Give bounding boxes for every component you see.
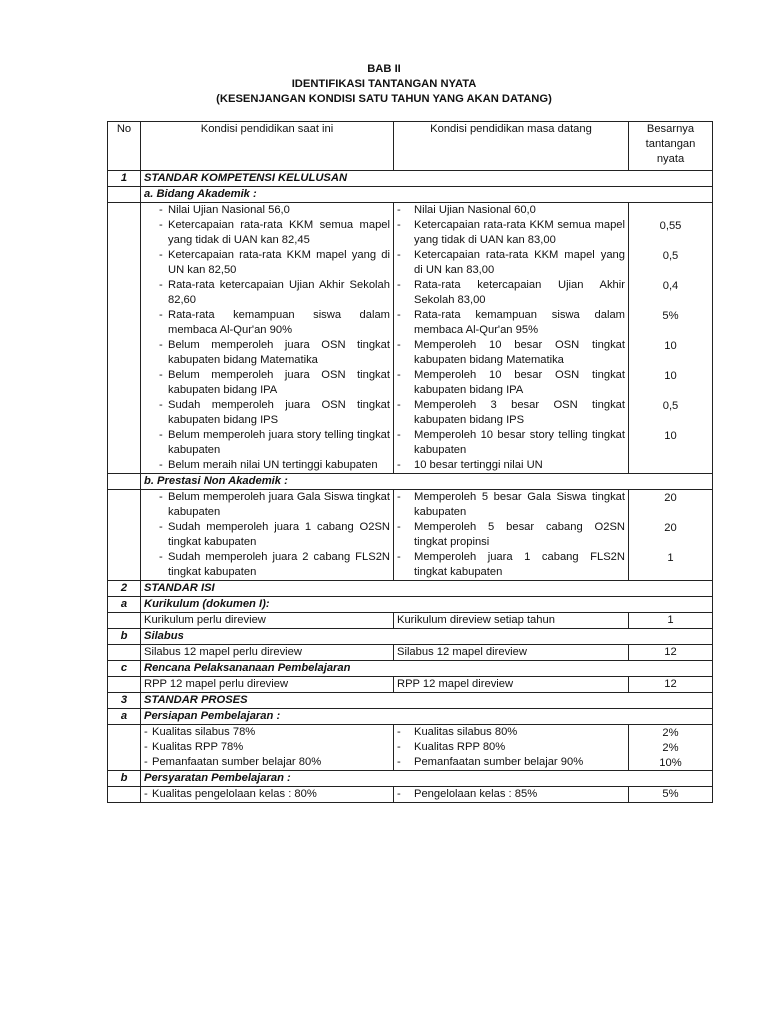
empty-cell	[108, 613, 141, 629]
list-item-text: Ketercapaian rata-rata KKM semua mapel yang tidak di UAN kan 82,45	[168, 219, 390, 246]
document-heading	[0, 62, 768, 107]
future-condition-cell	[394, 725, 629, 771]
current-condition-list	[144, 203, 390, 473]
list-item: - Belum memperoleh juara OSN tingkat kabupaten bidang IPA	[159, 369, 390, 396]
challenge-table	[107, 121, 713, 803]
list-item-text: Ketercapaian rata-rata KKM mapel yang di UN kan 83,00	[414, 249, 625, 276]
list-item: - Belum meraih nilai UN tertinggi kabupaten	[159, 459, 378, 471]
empty-cell	[108, 787, 141, 803]
gap-value: 0,5	[662, 249, 679, 262]
gap-value: 10	[664, 339, 677, 352]
subsection-title: Silabus	[141, 629, 713, 645]
current-condition: Kurikulum perlu direview	[141, 613, 394, 629]
table-row	[108, 677, 713, 693]
list-item-text: Sudah memperoleh juara OSN tingkat kabupaten bidang IPS	[168, 399, 390, 426]
subsection-row	[108, 474, 713, 490]
list-item: - Ketercapaian rata-rata KKM semua mapel yang tidak di UAN kan 83,00	[397, 219, 625, 246]
list-item: - Nilai Ujian Nasional 60,0	[397, 204, 536, 216]
list-item: - Memperoleh 5 besar Gala Siswa tingkat kabupaten	[397, 491, 625, 518]
list-item: - Memperoleh juara 1 cabang FLS2N tingkat kabupaten	[397, 551, 625, 578]
list-item: - Belum memperoleh juara Gala Siswa tingkat kabupaten	[159, 491, 390, 518]
empty-cell	[108, 677, 141, 693]
gap-value: 1	[629, 613, 713, 629]
subsection-row	[108, 629, 713, 645]
gap-value: 20	[664, 521, 677, 534]
list-item: - Kualitas pengelolaan kelas : 80%	[144, 788, 317, 800]
gap-value: 0,5	[662, 399, 679, 412]
gap-value: 10	[664, 369, 677, 382]
section-row	[108, 171, 713, 187]
list-item-text: Rata-rata kemampuan siswa dalam membaca Al-Qur'an 95%	[414, 309, 625, 336]
table-row	[108, 613, 713, 629]
table-row	[108, 787, 713, 803]
list-item: - Memperoleh 10 besar OSN tingkat kabupaten bidang IPA	[397, 369, 625, 396]
list-item: - Belum memperoleh juara OSN tingkat kabupaten bidang Matematika	[159, 339, 390, 366]
list-item: - Kualitas RPP 80%	[397, 741, 506, 753]
gap-values	[629, 725, 713, 771]
current-condition: RPP 12 mapel perlu direview	[141, 677, 394, 693]
subsection-title: Persyaratan Pembelajaran :	[141, 771, 713, 787]
future-condition: Kurikulum direview setiap tahun	[394, 613, 629, 629]
subsection-letter: c	[108, 661, 141, 677]
gap-value: 0,4	[662, 279, 679, 292]
list-item-text: Kualitas pengelolaan kelas : 80%	[152, 788, 317, 800]
list-item-text: Sudah memperoleh juara 1 cabang O2SN tingkat kabupaten	[168, 521, 390, 548]
list-item: - Rata-rata kemampuan siswa dalam membaca Al-Qur'an 90%	[159, 309, 390, 336]
subsection-row	[108, 187, 713, 203]
empty-cell	[108, 490, 141, 581]
subsection-title: Rencana Pelaksananaan Pembelajaran	[141, 661, 713, 677]
gap-values	[629, 203, 713, 474]
list-item-text: Ketercapaian rata-rata KKM semua mapel yang tidak di UAN kan 83,00	[414, 219, 625, 246]
header-gap: Besarnya tantangan nyata	[629, 122, 713, 171]
subsection-letter: a	[108, 597, 141, 613]
header-current: Kondisi pendidikan saat ini	[141, 122, 394, 171]
table-row	[108, 725, 713, 771]
list-item: - Rata-rata ketercapaian Ujian Akhir Sekolah 83,00	[397, 279, 625, 306]
list-item-text: Memperoleh 5 besar Gala Siswa tingkat kabupaten	[414, 491, 625, 518]
list-item: - Ketercapaian rata-rata KKM semua mapel yang tidak di UAN kan 82,45	[159, 219, 390, 246]
list-item: - Sudah memperoleh juara OSN tingkat kabupaten bidang IPS	[159, 399, 390, 426]
list-item-text: 10 besar tertinggi nilai UN	[414, 459, 543, 471]
list-item-text: Memperoleh 10 besar story telling tingkat kabupaten	[414, 429, 625, 456]
list-item: - Pemanfaatan sumber belajar 90%	[397, 756, 584, 768]
current-condition: Silabus 12 mapel perlu direview	[141, 645, 394, 661]
list-item: - Ketercapaian rata-rata KKM mapel yang di UN kan 82,50	[159, 249, 390, 276]
gap-value: 1	[667, 551, 674, 564]
list-item-text: Rata-rata kemampuan siswa dalam membaca Al-Qur'an 90%	[168, 309, 390, 336]
list-item: - Memperoleh 5 besar cabang O2SN tingkat propinsi	[397, 521, 625, 548]
list-item-text: Kualitas RPP 78%	[152, 741, 244, 753]
list-item-text: Kualitas RPP 80%	[414, 741, 506, 753]
gap-value: 2%	[662, 726, 679, 739]
list-item-text: Memperoleh 10 besar OSN tingkat kabupaten bidang IPA	[414, 369, 625, 396]
section-title: STANDAR KOMPETENSI KELULUSAN	[141, 171, 713, 187]
gap-values	[629, 490, 713, 581]
list-item: - Belum memperoleh juara story telling tingkat kabupaten	[159, 429, 390, 456]
gap-value: 10%	[659, 756, 682, 769]
list-item-text: Memperoleh 5 besar cabang O2SN tingkat propinsi	[414, 521, 625, 548]
future-condition-list	[397, 203, 625, 473]
gap-value: 12	[629, 645, 713, 661]
list-item-text: Pengelolaan kelas : 85%	[414, 788, 538, 800]
subsection-title: Kurikulum (dokumen I):	[141, 597, 713, 613]
list-item-text: Rata-rata ketercapaian Ujian Akhir Sekolah 83,00	[414, 279, 625, 306]
list-item-text: Kualitas silabus 78%	[152, 726, 256, 738]
list-item-text: Memperoleh juara 1 cabang FLS2N tingkat kabupaten	[414, 551, 625, 578]
current-condition-cell	[141, 787, 394, 803]
table-row	[108, 490, 713, 581]
gap-value: 5%	[629, 787, 713, 803]
empty-cell	[108, 203, 141, 474]
table-row	[108, 203, 713, 474]
empty-cell	[108, 645, 141, 661]
empty-cell	[108, 187, 141, 203]
gap-value: 12	[629, 677, 713, 693]
section-title: STANDAR ISI	[141, 581, 713, 597]
list-item: - 10 besar tertinggi nilai UN	[397, 459, 543, 471]
current-condition-list	[144, 787, 390, 802]
list-item: - Memperoleh 10 besar story telling tingkat kabupaten	[397, 429, 625, 456]
subsection-title: b. Prestasi Non Akademik :	[141, 474, 713, 490]
current-condition-cell	[141, 725, 394, 771]
empty-cell	[108, 725, 141, 771]
list-item: - Kualitas silabus 80%	[397, 726, 518, 738]
list-item: - Nilai Ujian Nasional 56,0	[159, 204, 290, 216]
list-item-text: Belum memperoleh juara Gala Siswa tingkat kabupaten	[168, 491, 390, 518]
list-item: - Kualitas silabus 78%	[144, 726, 256, 738]
future-condition-cell	[394, 490, 629, 581]
current-condition-cell	[141, 490, 394, 581]
current-condition-cell	[141, 203, 394, 474]
current-condition-list	[144, 490, 390, 580]
gap-value: 10	[664, 429, 677, 442]
list-item-text: Pemanfaatan sumber belajar 80%	[152, 756, 322, 768]
list-item: - Kualitas RPP 78%	[144, 741, 244, 753]
subsection-letter: b	[108, 771, 141, 787]
list-item-text: Pemanfaatan sumber belajar 90%	[414, 756, 584, 768]
subsection-row	[108, 597, 713, 613]
list-item-text: Memperoleh 10 besar OSN tingkat kabupaten bidang Matematika	[414, 339, 625, 366]
subsection-row	[108, 709, 713, 725]
list-item-text: Nilai Ujian Nasional 60,0	[414, 204, 536, 216]
list-item-text: Nilai Ujian Nasional 56,0	[168, 204, 290, 216]
gap-value: 2%	[662, 741, 679, 754]
list-item: - Memperoleh 3 besar OSN tingkat kabupaten bidang IPS	[397, 399, 625, 426]
header-no: No	[108, 122, 141, 171]
current-condition-list	[144, 725, 390, 770]
list-item: - Pemanfaatan sumber belajar 80%	[144, 756, 322, 768]
gap-value: 0,55	[659, 219, 682, 232]
section-number: 3	[108, 693, 141, 709]
list-item-text: Rata-rata ketercapaian Ujian Akhir Sekolah 82,60	[168, 279, 390, 306]
subsection-letter: b	[108, 629, 141, 645]
list-item: - Pengelolaan kelas : 85%	[397, 788, 538, 800]
list-item: - Ketercapaian rata-rata KKM mapel yang di UN kan 83,00	[397, 249, 625, 276]
list-item-text: Belum memperoleh juara story telling tingkat kabupaten	[168, 429, 390, 456]
list-item-text: Belum memperoleh juara OSN tingkat kabupaten bidang Matematika	[168, 339, 390, 366]
gap-value: 20	[664, 491, 677, 504]
header-future: Kondisi pendidikan masa datang	[394, 122, 629, 171]
future-condition-list	[397, 490, 625, 580]
section-title: STANDAR PROSES	[141, 693, 713, 709]
chapter-title: BAB II	[367, 63, 401, 75]
empty-cell	[108, 474, 141, 490]
list-item-text: Ketercapaian rata-rata KKM mapel yang di UN kan 82,50	[168, 249, 390, 276]
subsection-row	[108, 661, 713, 677]
subsection-title: a. Bidang Akademik :	[141, 187, 713, 203]
list-item: - Sudah memperoleh juara 1 cabang O2SN tingkat kabupaten	[159, 521, 390, 548]
list-item: - Rata-rata ketercapaian Ujian Akhir Sekolah 82,60	[159, 279, 390, 306]
list-item: - Memperoleh 10 besar OSN tingkat kabupaten bidang Matematika	[397, 339, 625, 366]
table-header-row	[108, 122, 713, 171]
section-row	[108, 693, 713, 709]
document-subtitle: (KESENJANGAN KONDISI SATU TAHUN YANG AKAN DATANG)	[216, 93, 552, 105]
list-item-text: Sudah memperoleh juara 2 cabang FLS2N tingkat kabupaten	[168, 551, 390, 578]
list-item: - Sudah memperoleh juara 2 cabang FLS2N tingkat kabupaten	[159, 551, 390, 578]
table-row	[108, 645, 713, 661]
subsection-row	[108, 771, 713, 787]
subsection-letter: a	[108, 709, 141, 725]
future-condition: RPP 12 mapel direview	[394, 677, 629, 693]
section-number: 1	[108, 171, 141, 187]
document-title: IDENTIFIKASI TANTANGAN NYATA	[291, 78, 477, 90]
list-item-text: Belum meraih nilai UN tertinggi kabupaten	[168, 459, 378, 471]
gap-value: 5%	[662, 309, 679, 322]
future-condition-list	[397, 787, 625, 802]
subsection-title: Persiapan Pembelajaran :	[141, 709, 713, 725]
list-item-text: Belum memperoleh juara OSN tingkat kabupaten bidang IPA	[168, 369, 390, 396]
section-row	[108, 581, 713, 597]
section-number: 2	[108, 581, 141, 597]
list-item-text: Memperoleh 3 besar OSN tingkat kabupaten bidang IPS	[414, 399, 625, 426]
future-condition-list	[397, 725, 625, 770]
list-item: - Rata-rata kemampuan siswa dalam membaca Al-Qur'an 95%	[397, 309, 625, 336]
future-condition-cell	[394, 203, 629, 474]
future-condition-cell	[394, 787, 629, 803]
list-item-text: Kualitas silabus 80%	[414, 726, 518, 738]
future-condition: Silabus 12 mapel direview	[394, 645, 629, 661]
